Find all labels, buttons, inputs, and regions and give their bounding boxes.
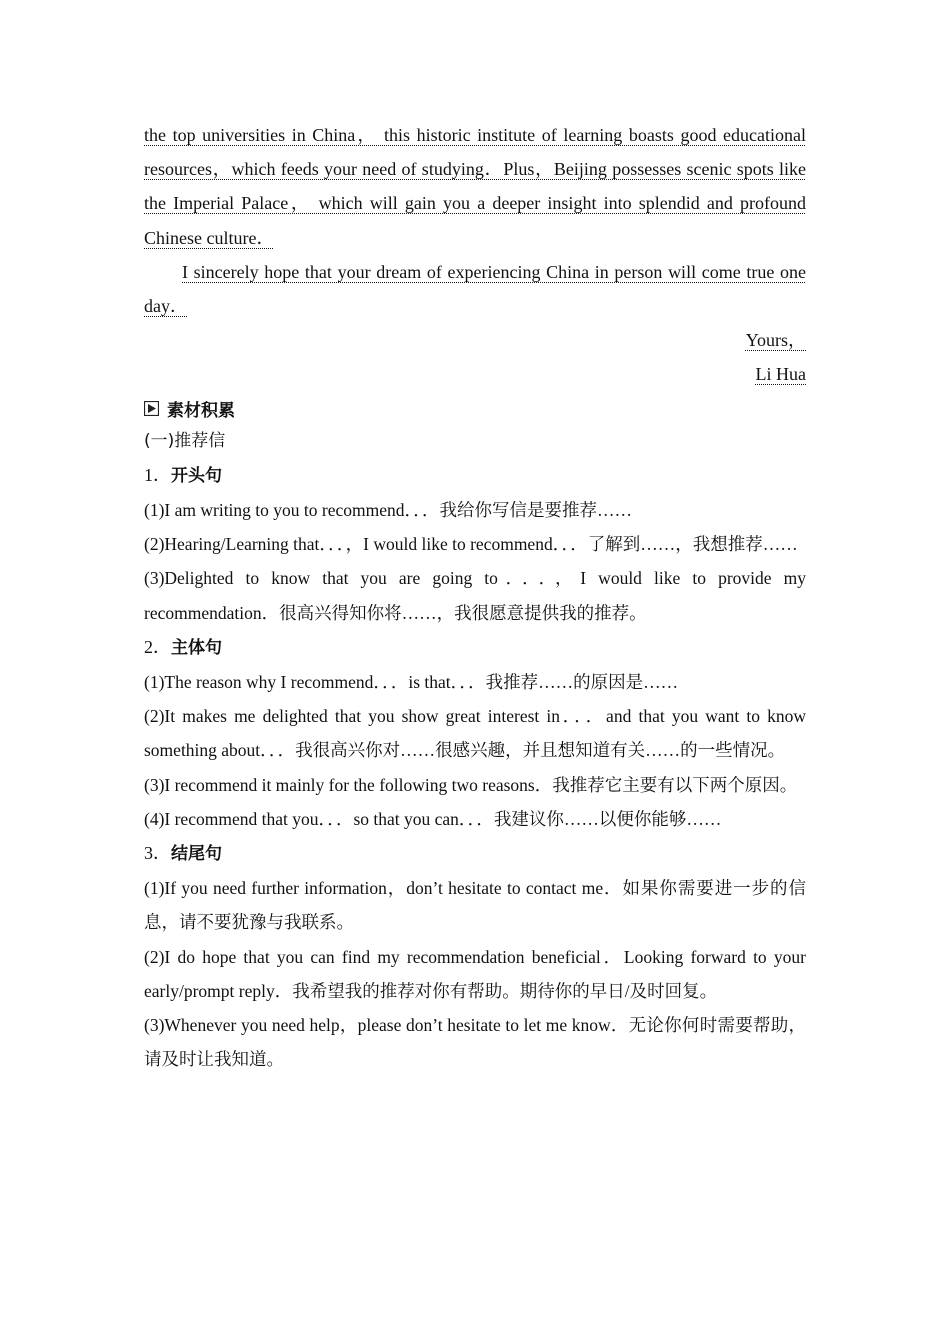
list-item: (2)It makes me delighted that you show great interest in．．．and that you want to know something about．．．我很高兴你对……很感兴趣，并且想知道有关……的一些情况。 bbox=[144, 706, 806, 761]
section-marker bbox=[144, 394, 806, 424]
section-marker-label: 素材积累 bbox=[167, 401, 235, 422]
group-body bbox=[144, 630, 806, 836]
list-item: (2)Hearing/Learning that．．．，I would like to recommend．．．了解到……，我想推荐…… bbox=[144, 534, 798, 555]
list-item: (1)If you need further information，don’t hesitate to contact me．如果你需要进一步的信息，请不要犹豫与我联系。 bbox=[144, 878, 806, 933]
sign-off: Yours， bbox=[745, 330, 806, 351]
group-title: 结尾句 bbox=[171, 844, 222, 865]
group-title: 主体句 bbox=[171, 637, 222, 658]
signature-name: Li Hua bbox=[755, 364, 806, 385]
group-closing bbox=[144, 836, 806, 1076]
sign-off-line bbox=[144, 323, 806, 357]
letter-body-text: the top universities in China， this historic institute of learning boasts good educational resources，which feeds your need of studying．Plus，Beijing possesses scenic spots like the Imperial Palace， which will gain you a deeper insight into splendid and profound Chinese culture． bbox=[144, 125, 806, 248]
group-heading bbox=[144, 458, 806, 493]
group-heading bbox=[144, 836, 806, 871]
letter-body-paragraph bbox=[144, 118, 806, 255]
list-item: (1)I am writing to you to recommend．．．我给你写信是要推荐…… bbox=[144, 500, 632, 521]
letter-closing-paragraph bbox=[144, 255, 806, 323]
group-heading bbox=[144, 630, 806, 665]
group-title: 开头句 bbox=[171, 465, 222, 486]
page-content bbox=[144, 118, 806, 1076]
list-item: (1)The reason why I recommend．．．is that．．．我推荐……的原因是…… bbox=[144, 672, 679, 693]
group-number: 2． bbox=[144, 636, 171, 657]
group-number: 1． bbox=[144, 464, 171, 485]
category-heading: (一)推荐信 bbox=[144, 430, 226, 451]
list-item: (3)Delighted to know that you are going to．．．，I would like to provide my recommendation．很高兴得知你将……，我很愿意提供我的推荐。 bbox=[144, 568, 806, 623]
list-item: (3)I recommend it mainly for the following two reasons．我推荐它主要有以下两个原因。 bbox=[144, 774, 798, 795]
letter-closing-text: I sincerely hope that your dream of experiencing China in person will come true one day． bbox=[144, 261, 806, 317]
list-item: (3)Whenever you need help，please don’t hesitate to let me know．无论你何时需要帮助，请及时让我知道。 bbox=[144, 1015, 806, 1070]
group-number: 3． bbox=[144, 843, 171, 864]
group-opening bbox=[144, 458, 806, 630]
play-marker-icon bbox=[144, 401, 159, 416]
list-item: (2)I do hope that you can find my recommendation beneficial．Looking forward to your early/prompt reply．我希望我的推荐对你有帮助。期待你的早日/及时回复。 bbox=[144, 946, 806, 1001]
list-item: (4)I recommend that you．．．so that you can．．．我建议你……以便你能够…… bbox=[144, 808, 722, 829]
signature-line bbox=[144, 357, 806, 391]
